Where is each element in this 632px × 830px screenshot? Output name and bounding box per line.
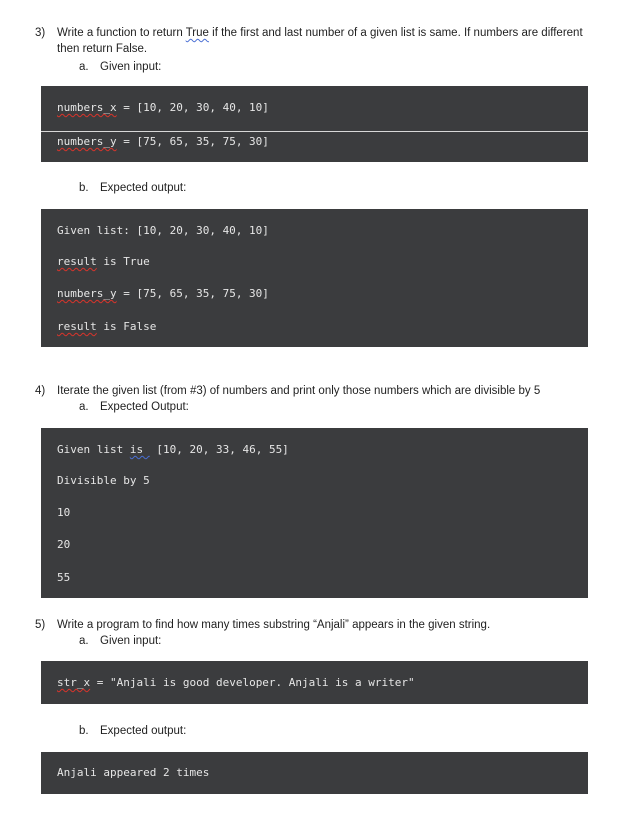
code-block-q3-output bbox=[41, 209, 588, 347]
question-number: 3) bbox=[35, 27, 46, 39]
question-text: Write a function to return True if the first and last number of a given list is same. If numbers are different then return False. bbox=[57, 27, 583, 55]
code-line: 20 bbox=[57, 538, 71, 551]
code-block-q4-output bbox=[41, 428, 588, 598]
code-line: 10 bbox=[57, 506, 71, 519]
code-line: 55 bbox=[57, 571, 71, 584]
code-line: Anjali appeared 2 times bbox=[57, 766, 210, 779]
code-line: Given list: [10, 20, 30, 40, 10] bbox=[57, 224, 269, 237]
code-block-q5-output bbox=[41, 752, 588, 794]
code-block-q3-input bbox=[41, 86, 588, 162]
code-line: Given list is [10, 20, 33, 46, 55] bbox=[57, 443, 289, 456]
code-line: numbers_x = [10, 20, 30, 40, 10] bbox=[57, 101, 269, 114]
code-line: str_x = "Anjali is good developer. Anjali is a writer" bbox=[57, 676, 415, 689]
code-block-q5-input bbox=[41, 661, 588, 704]
true-keyword: True bbox=[185, 27, 209, 39]
code-line: result is True bbox=[57, 255, 150, 268]
code-line: Divisible by 5 bbox=[57, 474, 150, 487]
code-line: numbers_y = [75, 65, 35, 75, 30] bbox=[57, 135, 269, 148]
code-line: result is False bbox=[57, 320, 157, 333]
question-number: 5) bbox=[35, 619, 46, 631]
code-line: numbers_y = [75, 65, 35, 75, 30] bbox=[57, 287, 269, 300]
divider bbox=[41, 131, 588, 132]
question-number: 4) bbox=[35, 385, 46, 397]
question-text: Iterate the given list (from #3) of numbers and print only those numbers which are divisible by 5 bbox=[57, 385, 541, 397]
question-text: Write a program to find how many times substring “Anjali” appears in the given string. bbox=[57, 619, 491, 631]
